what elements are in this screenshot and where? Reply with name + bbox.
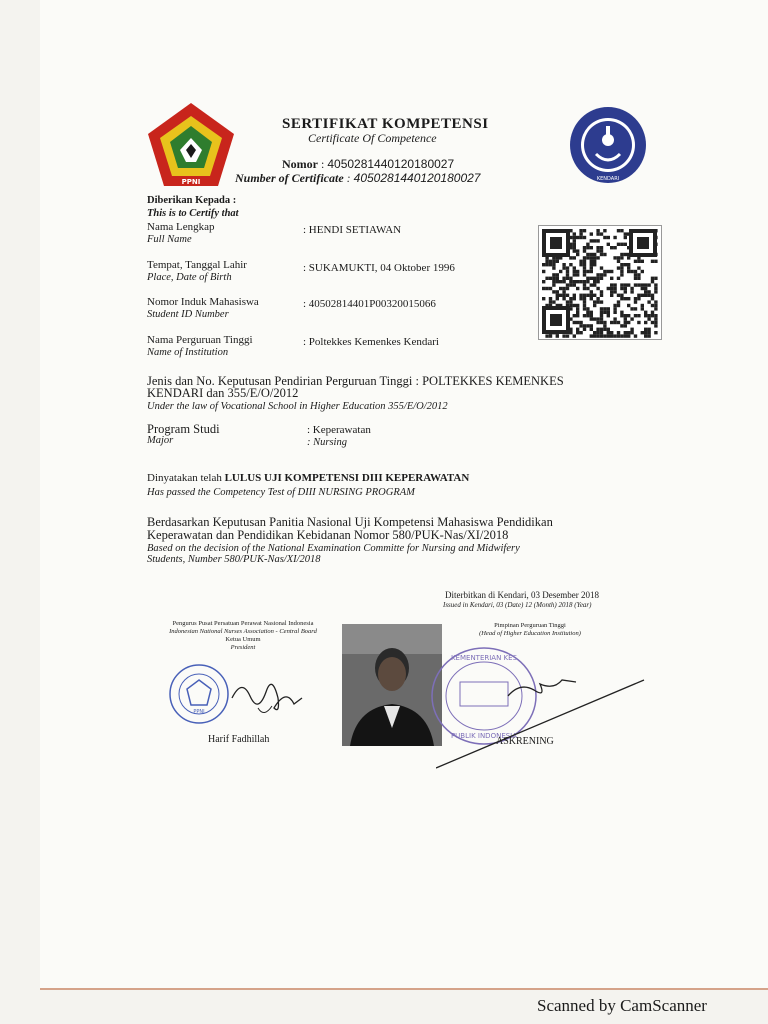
qr-code bbox=[538, 225, 662, 340]
student-photo bbox=[342, 624, 442, 746]
ppni-signer-name: Harif Fadhillah bbox=[208, 734, 270, 745]
certificate-number-en: Number of Certificate : 4050281440120180027 bbox=[235, 171, 481, 185]
program-label-en: Major bbox=[147, 435, 174, 446]
institution-signer-name: ASKRENING bbox=[496, 736, 554, 747]
institution-block bbox=[455, 622, 605, 638]
certificate-subtitle: Certificate Of Competence bbox=[308, 131, 437, 145]
nomor-value: 4050281440120180027 bbox=[327, 157, 455, 171]
institution-role-en: (Head of Higher Education Institution) bbox=[479, 630, 581, 637]
field-name-label: Nama Lengkap bbox=[147, 221, 215, 233]
declaration-result: LULUS UJI KOMPETENSI DIII KEPERAWATAN bbox=[224, 472, 470, 484]
ppni-logo bbox=[144, 100, 238, 194]
ppni-org-en: Indonesian National Nurses Association - Central Board bbox=[169, 628, 317, 635]
field-name-value: : HENDI SETIAWAN bbox=[303, 224, 402, 236]
ppni-role: Ketua Umum bbox=[225, 636, 261, 643]
certificate-title: SERTIFIKAT KOMPETENSI bbox=[282, 116, 489, 132]
institution-signature bbox=[436, 660, 646, 770]
number-label-en: Number of Certificate bbox=[235, 171, 344, 185]
ppni-signature bbox=[228, 668, 308, 722]
field-institution-label: Nama Perguruan Tinggi bbox=[147, 334, 253, 346]
page-edge-line bbox=[40, 988, 768, 990]
svg-text:PPNI: PPNI bbox=[181, 178, 201, 186]
svg-text:PUBLIK INDONESIA: PUBLIK INDONESIA bbox=[450, 732, 518, 740]
nomor-label: Nomor bbox=[282, 157, 318, 171]
field-student-id-label-en: Student ID Number bbox=[147, 309, 229, 320]
field-birth-value: : SUKAMUKTI, 04 Oktober 1996 bbox=[303, 262, 455, 274]
legal-basis-en: Under the law of Vocational School in Higher Education 355/E/O/2012 bbox=[147, 401, 448, 412]
field-institution-value: : Poltekkes Kemenkes Kendari bbox=[303, 336, 439, 348]
decision-line2: Keperawatan dan Pendidikan Kebidanan Nomor 580/PUK-Nas/XI/2018 bbox=[147, 528, 509, 542]
svg-text:KEMENTERIAN KES: KEMENTERIAN KES bbox=[450, 654, 518, 662]
number-value-en: 4050281440120180027 bbox=[353, 171, 481, 185]
field-institution-label-en: Name of Institution bbox=[147, 347, 229, 358]
issued-date-en: Issued in Kendari, 03 (Date) 12 (Month) 2018 (Year) bbox=[443, 601, 592, 609]
ppni-org: Pengurus Pusat Persatuan Perawat Nasional Indonesia bbox=[172, 620, 314, 627]
certificate-number: Nomor : 4050281440120180027 bbox=[282, 157, 455, 171]
issued-date: Diterbitkan di Kendari, 03 Desember 2018 bbox=[445, 590, 599, 600]
field-birth-label: Tempat, Tanggal Lahir bbox=[147, 259, 247, 271]
svg-text:PPNI: PPNI bbox=[193, 709, 205, 715]
scanner-watermark: Scanned by CamScanner bbox=[537, 996, 707, 1015]
given-to-label: Diberikan Kepada : bbox=[147, 195, 237, 206]
declaration-prefix: Dinyatakan telah bbox=[147, 472, 222, 484]
ppni-stamp bbox=[168, 663, 230, 725]
svg-text:KENDARI: KENDARI bbox=[596, 176, 620, 182]
given-to-label-en: This is to Certify that bbox=[147, 208, 239, 219]
declaration-en: Has passed the Competency Test of DIII NURSING PROGRAM bbox=[147, 487, 415, 498]
institution-role: Pimpinan Perguruan Tinggi bbox=[494, 622, 566, 629]
ppni-block bbox=[148, 620, 338, 652]
legal-basis-line1: Jenis dan No. Keputusan Pendirian Perguruan Tinggi : POLTEKKES KEMENKES bbox=[147, 374, 564, 388]
ppni-role-en: President bbox=[230, 644, 256, 651]
poltekkes-logo bbox=[568, 104, 648, 186]
field-student-id-label: Nomor Induk Mahasiswa bbox=[147, 296, 259, 308]
decision-en-line1: Based on the decision of the National Examination Committe for Nursing and Midwifery bbox=[147, 543, 520, 554]
program-value-en: : Nursing bbox=[307, 437, 347, 448]
program-label: Program Studi bbox=[147, 422, 220, 436]
declaration bbox=[147, 472, 469, 484]
field-birth-label-en: Place, Date of Birth bbox=[147, 272, 232, 283]
field-student-id-value: : 40502814401P00320015066 bbox=[303, 298, 436, 310]
legal-basis-line2: KENDARI dan 355/E/O/2012 bbox=[147, 386, 299, 400]
decision-en-line2: Students, Number 580/PUK-Nas/XI/2018 bbox=[147, 554, 321, 565]
program-value: : Keperawatan bbox=[307, 424, 371, 436]
field-name-label-en: Full Name bbox=[147, 234, 192, 245]
decision-line1: Berdasarkan Keputusan Panitia Nasional Uji Kompetensi Mahasiswa Pendidikan bbox=[147, 515, 553, 529]
